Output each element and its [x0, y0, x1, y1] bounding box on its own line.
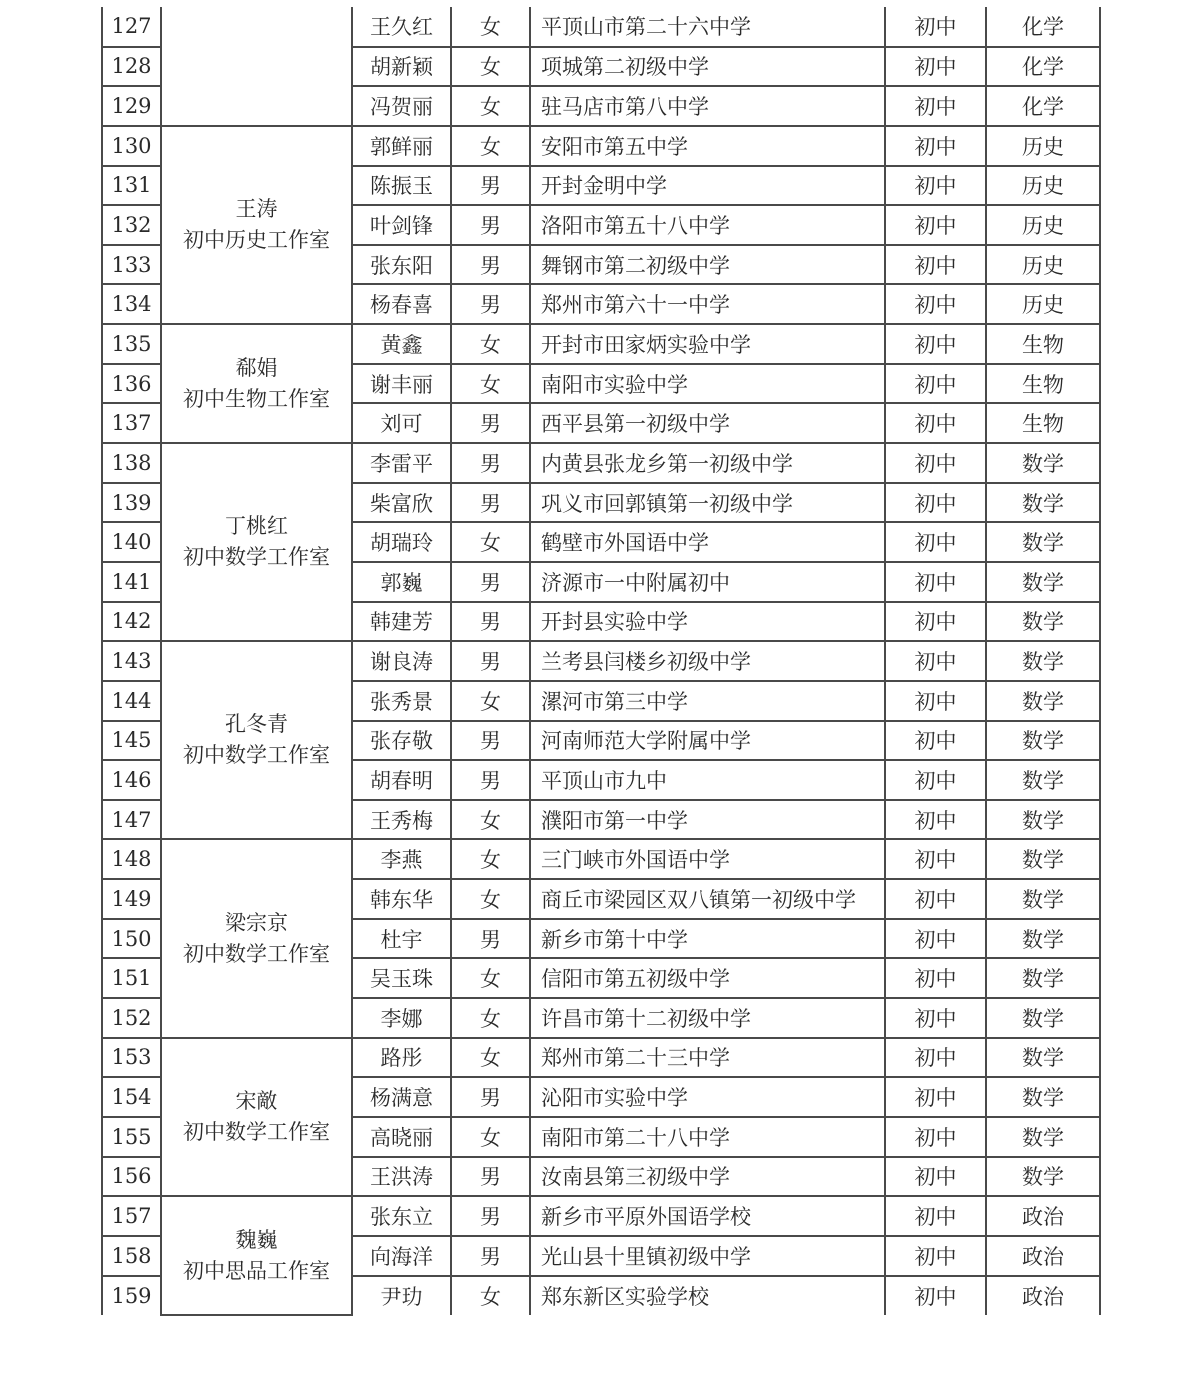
- subject-cell: 数学: [986, 919, 1100, 959]
- row-number-cell: 150: [102, 919, 161, 959]
- teacher-name-cell: 韩建芳: [352, 602, 451, 642]
- school-cell: 开封县实验中学: [530, 602, 885, 642]
- level-cell: 初中: [885, 1077, 986, 1117]
- teacher-name-cell: 吴玉珠: [352, 958, 451, 998]
- row-number-cell: 140: [102, 522, 161, 562]
- studio-cell: [161, 126, 352, 324]
- school-cell: 开封金明中学: [530, 166, 885, 206]
- school-cell: 三门峡市外国语中学: [530, 839, 885, 879]
- school-cell: 安阳市第五中学: [530, 126, 885, 166]
- teacher-name-cell: 胡春明: [352, 760, 451, 800]
- row-number-cell: 142: [102, 602, 161, 642]
- studio-title: 初中数学工作室: [183, 743, 330, 768]
- school-cell: 巩义市回郭镇第一初级中学: [530, 483, 885, 523]
- row-number-cell: 130: [102, 126, 161, 166]
- level-cell: 初中: [885, 522, 986, 562]
- level-cell: 初中: [885, 324, 986, 364]
- level-cell: 初中: [885, 760, 986, 800]
- teacher-name-cell: 向海洋: [352, 1236, 451, 1276]
- teacher-name-cell: 杨春喜: [352, 284, 451, 324]
- row-number-cell: 134: [102, 284, 161, 324]
- row-number-cell: 128: [102, 47, 161, 87]
- subject-cell: 生物: [986, 364, 1100, 404]
- school-cell: 鹤壁市外国语中学: [530, 522, 885, 562]
- subject-cell: 生物: [986, 403, 1100, 443]
- studio-title: 初中数学工作室: [183, 545, 330, 570]
- row-number-cell: 139: [102, 483, 161, 523]
- subject-cell: 历史: [986, 284, 1100, 324]
- subject-cell: 化学: [986, 7, 1100, 47]
- row-number-cell: 159: [102, 1276, 161, 1316]
- subject-cell: 历史: [986, 205, 1100, 245]
- level-cell: 初中: [885, 879, 986, 919]
- table-row: [102, 641, 1100, 681]
- school-cell: 汝南县第三初级中学: [530, 1157, 885, 1197]
- subject-cell: 数学: [986, 721, 1100, 761]
- school-cell: 济源市一中附属初中: [530, 562, 885, 602]
- level-cell: 初中: [885, 919, 986, 959]
- subject-cell: 数学: [986, 839, 1100, 879]
- level-cell: 初中: [885, 1038, 986, 1078]
- table-row: [102, 7, 1100, 47]
- subject-cell: 历史: [986, 245, 1100, 285]
- table-row: [102, 126, 1100, 166]
- subject-cell: 政治: [986, 1196, 1100, 1236]
- subject-cell: 数学: [986, 879, 1100, 919]
- row-number-cell: 149: [102, 879, 161, 919]
- row-number-cell: 154: [102, 1077, 161, 1117]
- table-row: [102, 839, 1100, 879]
- subject-cell: 数学: [986, 1038, 1100, 1078]
- teacher-name-cell: 黄鑫: [352, 324, 451, 364]
- row-number-cell: 131: [102, 166, 161, 206]
- school-cell: 兰考县闫楼乡初级中学: [530, 641, 885, 681]
- subject-cell: 数学: [986, 1157, 1100, 1197]
- teacher-name-cell: 杨满意: [352, 1077, 451, 1117]
- studio-title: 初中历史工作室: [183, 228, 330, 253]
- subject-cell: 政治: [986, 1236, 1100, 1276]
- row-number-cell: 146: [102, 760, 161, 800]
- row-number-cell: 127: [102, 7, 161, 47]
- school-cell: 平顶山市九中: [530, 760, 885, 800]
- table-row: [102, 324, 1100, 364]
- gender-cell: 男: [451, 562, 530, 602]
- level-cell: 初中: [885, 641, 986, 681]
- roster-body: [102, 7, 1100, 1315]
- teacher-name-cell: 胡瑞玲: [352, 522, 451, 562]
- teacher-name-cell: 张东阳: [352, 245, 451, 285]
- row-number-cell: 147: [102, 800, 161, 840]
- row-number-cell: 129: [102, 86, 161, 126]
- teacher-name-cell: 张存敬: [352, 721, 451, 761]
- table-row: [102, 1038, 1100, 1078]
- row-number-cell: 155: [102, 1117, 161, 1157]
- level-cell: 初中: [885, 47, 986, 87]
- school-cell: 平顶山市第二十六中学: [530, 7, 885, 47]
- school-cell: 沁阳市实验中学: [530, 1077, 885, 1117]
- row-number-cell: 137: [102, 403, 161, 443]
- level-cell: 初中: [885, 1276, 986, 1316]
- gender-cell: 女: [451, 1038, 530, 1078]
- level-cell: 初中: [885, 958, 986, 998]
- teacher-name-cell: 叶剑锋: [352, 205, 451, 245]
- studio-cell: [161, 443, 352, 641]
- gender-cell: 男: [451, 602, 530, 642]
- subject-cell: 数学: [986, 760, 1100, 800]
- studio-title: 初中思品工作室: [183, 1258, 330, 1283]
- studio-leader: 郗娟: [235, 355, 278, 380]
- row-number-cell: 141: [102, 562, 161, 602]
- level-cell: 初中: [885, 839, 986, 879]
- subject-cell: 数学: [986, 1117, 1100, 1157]
- level-cell: 初中: [885, 126, 986, 166]
- gender-cell: 男: [451, 721, 530, 761]
- row-number-cell: 135: [102, 324, 161, 364]
- row-number-cell: 133: [102, 245, 161, 285]
- school-cell: 光山县十里镇初级中学: [530, 1236, 885, 1276]
- gender-cell: 男: [451, 1236, 530, 1276]
- gender-cell: 女: [451, 839, 530, 879]
- teacher-name-cell: 谢良涛: [352, 641, 451, 681]
- level-cell: 初中: [885, 245, 986, 285]
- row-number-cell: 143: [102, 641, 161, 681]
- school-cell: 洛阳市第五十八中学: [530, 205, 885, 245]
- teacher-name-cell: 李雷平: [352, 443, 451, 483]
- teacher-name-cell: 张东立: [352, 1196, 451, 1236]
- level-cell: 初中: [885, 602, 986, 642]
- teacher-name-cell: 张秀景: [352, 681, 451, 721]
- studio-cell: [161, 1038, 352, 1197]
- school-cell: 新乡市第十中学: [530, 919, 885, 959]
- school-cell: 舞钢市第二初级中学: [530, 245, 885, 285]
- gender-cell: 女: [451, 1276, 530, 1316]
- gender-cell: 女: [451, 47, 530, 87]
- gender-cell: 女: [451, 1117, 530, 1157]
- row-number-cell: 138: [102, 443, 161, 483]
- subject-cell: 数学: [986, 602, 1100, 642]
- gender-cell: 女: [451, 998, 530, 1038]
- school-cell: 河南师范大学附属中学: [530, 721, 885, 761]
- row-number-cell: 156: [102, 1157, 161, 1197]
- school-cell: 许昌市第十二初级中学: [530, 998, 885, 1038]
- level-cell: 初中: [885, 205, 986, 245]
- studio-cell: [161, 1196, 352, 1315]
- level-cell: 初中: [885, 364, 986, 404]
- teacher-name-cell: 韩东华: [352, 879, 451, 919]
- gender-cell: 男: [451, 284, 530, 324]
- gender-cell: 男: [451, 245, 530, 285]
- gender-cell: 男: [451, 641, 530, 681]
- gender-cell: 女: [451, 958, 530, 998]
- teacher-name-cell: 冯贺丽: [352, 86, 451, 126]
- row-number-cell: 157: [102, 1196, 161, 1236]
- level-cell: 初中: [885, 1117, 986, 1157]
- level-cell: 初中: [885, 166, 986, 206]
- teacher-name-cell: 王秀梅: [352, 800, 451, 840]
- row-number-cell: 153: [102, 1038, 161, 1078]
- gender-cell: 男: [451, 403, 530, 443]
- school-cell: 内黄县张龙乡第一初级中学: [530, 443, 885, 483]
- gender-cell: 男: [451, 1196, 530, 1236]
- gender-cell: 男: [451, 205, 530, 245]
- school-cell: 濮阳市第一中学: [530, 800, 885, 840]
- teacher-name-cell: 陈振玉: [352, 166, 451, 206]
- row-number-cell: 144: [102, 681, 161, 721]
- school-cell: 郑州市第二十三中学: [530, 1038, 885, 1078]
- studio-title: 初中数学工作室: [183, 941, 330, 966]
- studio-leader: 丁桃红: [225, 514, 288, 539]
- school-cell: 西平县第一初级中学: [530, 403, 885, 443]
- row-number-cell: 158: [102, 1236, 161, 1276]
- subject-cell: 化学: [986, 47, 1100, 87]
- studio-leader: 宋敵: [235, 1088, 278, 1113]
- level-cell: 初中: [885, 403, 986, 443]
- gender-cell: 女: [451, 522, 530, 562]
- roster-table: [101, 7, 1101, 1316]
- teacher-name-cell: 刘可: [352, 403, 451, 443]
- row-number-cell: 132: [102, 205, 161, 245]
- level-cell: 初中: [885, 800, 986, 840]
- table-row: [102, 1196, 1100, 1236]
- subject-cell: 数学: [986, 958, 1100, 998]
- row-number-cell: 151: [102, 958, 161, 998]
- gender-cell: 男: [451, 1157, 530, 1197]
- school-cell: 信阳市第五初级中学: [530, 958, 885, 998]
- subject-cell: 数学: [986, 562, 1100, 602]
- subject-cell: 数学: [986, 483, 1100, 523]
- teacher-name-cell: 王洪涛: [352, 1157, 451, 1197]
- subject-cell: 数学: [986, 998, 1100, 1038]
- level-cell: 初中: [885, 681, 986, 721]
- level-cell: 初中: [885, 562, 986, 602]
- teacher-name-cell: 高晓丽: [352, 1117, 451, 1157]
- level-cell: 初中: [885, 7, 986, 47]
- school-cell: 漯河市第三中学: [530, 681, 885, 721]
- teacher-name-cell: 谢丰丽: [352, 364, 451, 404]
- school-cell: 郑东新区实验学校: [530, 1276, 885, 1316]
- teacher-name-cell: 郭巍: [352, 562, 451, 602]
- subject-cell: 数学: [986, 800, 1100, 840]
- gender-cell: 男: [451, 1077, 530, 1117]
- subject-cell: 数学: [986, 443, 1100, 483]
- subject-cell: 历史: [986, 126, 1100, 166]
- teacher-name-cell: 杜宇: [352, 919, 451, 959]
- teacher-name-cell: 郭鲜丽: [352, 126, 451, 166]
- level-cell: 初中: [885, 1196, 986, 1236]
- studio-cell: [161, 324, 352, 443]
- subject-cell: 数学: [986, 641, 1100, 681]
- subject-cell: 数学: [986, 681, 1100, 721]
- subject-cell: 政治: [986, 1276, 1100, 1316]
- teacher-name-cell: 路彤: [352, 1038, 451, 1078]
- gender-cell: 男: [451, 760, 530, 800]
- gender-cell: 男: [451, 919, 530, 959]
- teacher-name-cell: 李娜: [352, 998, 451, 1038]
- gender-cell: 男: [451, 166, 530, 206]
- studio-cell: [161, 7, 352, 126]
- row-number-cell: 145: [102, 721, 161, 761]
- school-cell: 南阳市实验中学: [530, 364, 885, 404]
- gender-cell: 女: [451, 126, 530, 166]
- studio-title: 初中数学工作室: [183, 1119, 330, 1144]
- gender-cell: 女: [451, 324, 530, 364]
- studio-leader: 魏巍: [235, 1227, 278, 1252]
- gender-cell: 女: [451, 800, 530, 840]
- studio-cell: [161, 641, 352, 839]
- school-cell: 新乡市平原外国语学校: [530, 1196, 885, 1236]
- gender-cell: 女: [451, 364, 530, 404]
- school-cell: 南阳市第二十八中学: [530, 1117, 885, 1157]
- school-cell: 商丘市梁园区双八镇第一初级中学: [530, 879, 885, 919]
- school-cell: 郑州市第六十一中学: [530, 284, 885, 324]
- gender-cell: 女: [451, 681, 530, 721]
- level-cell: 初中: [885, 1236, 986, 1276]
- studio-title: 初中生物工作室: [183, 386, 330, 411]
- teacher-name-cell: 柴富欣: [352, 483, 451, 523]
- school-cell: 项城第二初级中学: [530, 47, 885, 87]
- gender-cell: 女: [451, 86, 530, 126]
- subject-cell: 数学: [986, 1077, 1100, 1117]
- subject-cell: 历史: [986, 166, 1100, 206]
- studio-leader: 梁宗京: [225, 910, 288, 935]
- level-cell: 初中: [885, 86, 986, 126]
- studio-leader: 王涛: [235, 197, 278, 222]
- school-cell: 驻马店市第八中学: [530, 86, 885, 126]
- subject-cell: 化学: [986, 86, 1100, 126]
- teacher-name-cell: 王久红: [352, 7, 451, 47]
- gender-cell: 男: [451, 483, 530, 523]
- studio-cell: [161, 839, 352, 1037]
- level-cell: 初中: [885, 284, 986, 324]
- gender-cell: 男: [451, 443, 530, 483]
- row-number-cell: 136: [102, 364, 161, 404]
- level-cell: 初中: [885, 721, 986, 761]
- subject-cell: 生物: [986, 324, 1100, 364]
- school-cell: 开封市田家炳实验中学: [530, 324, 885, 364]
- teacher-name-cell: 胡新颖: [352, 47, 451, 87]
- gender-cell: 女: [451, 879, 530, 919]
- level-cell: 初中: [885, 1157, 986, 1197]
- row-number-cell: 152: [102, 998, 161, 1038]
- teacher-name-cell: 尹玏: [352, 1276, 451, 1316]
- table-row: [102, 443, 1100, 483]
- level-cell: 初中: [885, 998, 986, 1038]
- studio-leader: 孔冬青: [225, 712, 288, 737]
- level-cell: 初中: [885, 483, 986, 523]
- teacher-name-cell: 李燕: [352, 839, 451, 879]
- subject-cell: 数学: [986, 522, 1100, 562]
- row-number-cell: 148: [102, 839, 161, 879]
- gender-cell: 女: [451, 7, 530, 47]
- level-cell: 初中: [885, 443, 986, 483]
